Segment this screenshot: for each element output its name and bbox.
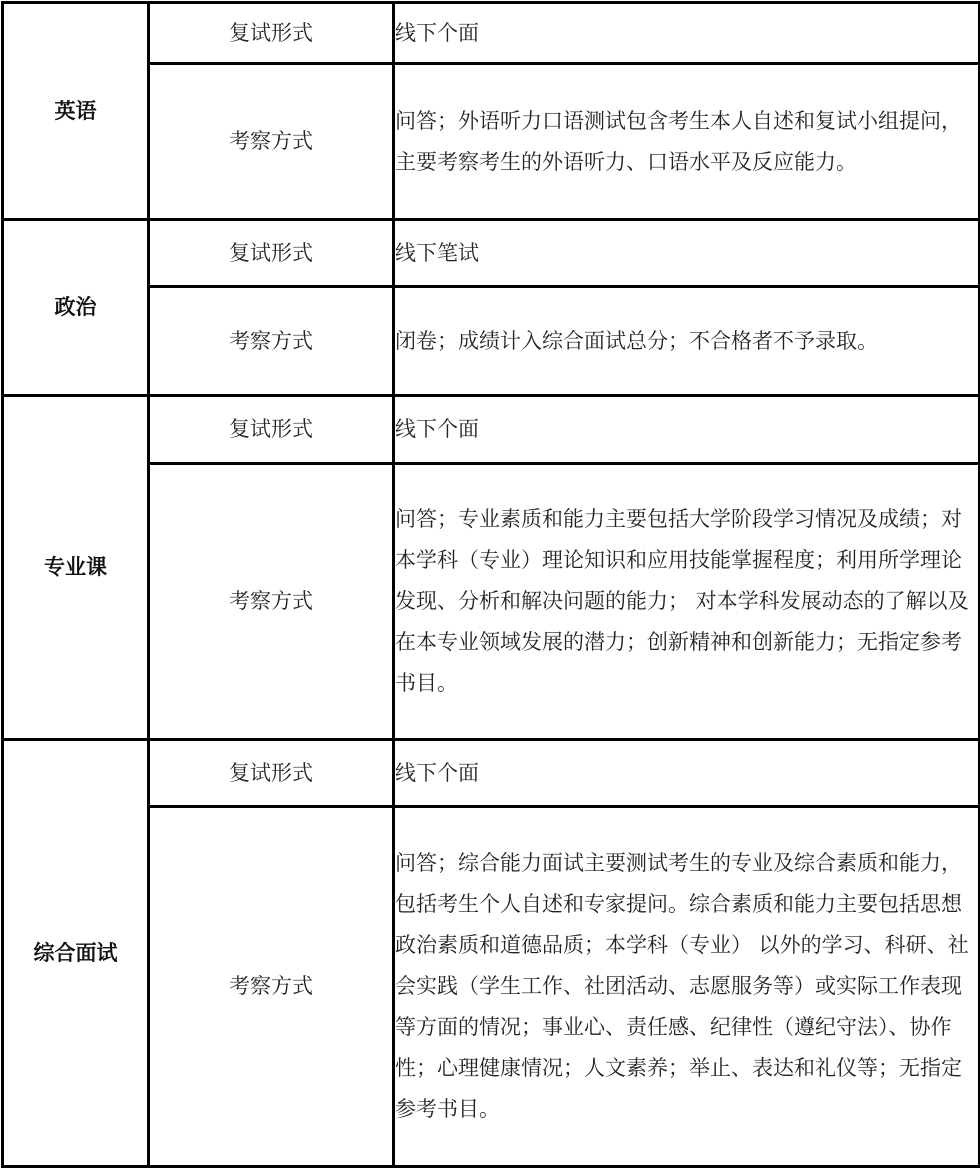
table-row — [3, 807, 980, 1167]
method-value-cell: 问答；综合能力面试主要测试考生的专业及综合素质和能力，包括考生个人自述和专家提问。综合素质和能力主要包括思想政治素质和道德品质；本学科（专业） 以外的学习、科研、社会实践（学生工作、社团活动、志愿服务等）或实际工作表现等方面的情况；事业心、责任感、纪律性（遵纪守法）、协作性；心理健康情况；人文素养；举止、表达和礼仪等；无指定参考书目。 — [394, 807, 980, 1167]
method-value-cell: 问答；外语听力口语测试包含考生本人自述和复试小组提问，主要考察考生的外语听力、口语水平及反应能力。 — [394, 64, 980, 220]
table-row — [3, 740, 980, 807]
item-label-form: 复试形式 — [149, 396, 394, 464]
subject-cell-english: 英语 — [3, 3, 149, 220]
method-value-cell: 问答；专业素质和能力主要包括大学阶段学习情况及成绩；对本学科（专业）理论知识和应用技能掌握程度；利用所学理论发现、分析和解决问题的能力； 对本学科发展动态的了解以及在本专业领域发展的潜力；创新精神和创新能力；无指定参考书目。 — [394, 464, 980, 740]
subject-cell-comprehensive-interview: 综合面试 — [3, 740, 149, 1167]
table-row — [3, 220, 980, 287]
retest-format-table — [1, 1, 980, 1168]
form-value-cell: 线下个面 — [394, 3, 980, 64]
form-value-cell: 线下个面 — [394, 740, 980, 807]
subject-cell-politics: 政治 — [3, 220, 149, 396]
table-row — [3, 287, 980, 396]
table-row — [3, 64, 980, 220]
item-label-method: 考察方式 — [149, 807, 394, 1167]
item-label-method: 考察方式 — [149, 64, 394, 220]
item-label-form: 复试形式 — [149, 3, 394, 64]
method-value-cell: 闭卷；成绩计入综合面试总分；不合格者不予录取。 — [394, 287, 980, 396]
item-label-method: 考察方式 — [149, 464, 394, 740]
table-row — [3, 396, 980, 464]
table-row — [3, 3, 980, 64]
item-label-form: 复试形式 — [149, 740, 394, 807]
item-label-method: 考察方式 — [149, 287, 394, 396]
table-row — [3, 464, 980, 740]
item-label-form: 复试形式 — [149, 220, 394, 287]
subject-cell-major-course: 专业课 — [3, 396, 149, 740]
form-value-cell: 线下个面 — [394, 396, 980, 464]
form-value-cell: 线下笔试 — [394, 220, 980, 287]
